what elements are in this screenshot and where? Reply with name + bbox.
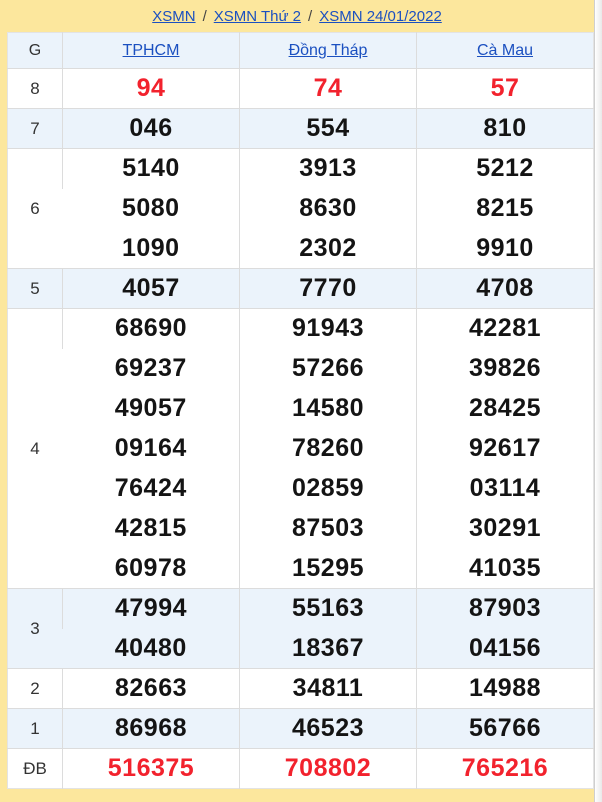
prize-row [8, 709, 594, 749]
result-number: 42815 [114, 514, 187, 542]
result-number: 34811 [240, 669, 417, 709]
result-number: 5080 [121, 194, 180, 222]
result-number: 810 [417, 109, 594, 149]
scrollbar-track[interactable] [594, 0, 602, 802]
result-number: 15295 [240, 549, 417, 589]
result-number: 87503 [240, 509, 417, 549]
result-number: 14580 [240, 389, 417, 429]
result-number: 03114 [417, 469, 594, 509]
result-number: 74 [240, 69, 417, 109]
prize-row [8, 629, 594, 669]
prize-row [8, 389, 594, 429]
result-number: 87903 [417, 589, 594, 629]
prize-row [8, 749, 594, 789]
result-number: 7770 [240, 269, 417, 309]
prize-row [8, 469, 594, 509]
result-number: 57266 [240, 349, 417, 389]
prize-row [8, 429, 594, 469]
prize-row [8, 589, 594, 629]
result-number: 2302 [240, 229, 417, 269]
prize-row [8, 109, 594, 149]
result-number: 56766 [417, 709, 594, 749]
result-number: 69237 [114, 354, 187, 382]
result-number: 92617 [417, 429, 594, 469]
result-number: 68690 [63, 309, 240, 349]
result-number: 76424 [114, 474, 187, 502]
result-number: 02859 [240, 469, 417, 509]
results-body [8, 69, 594, 789]
result-number: 1090 [121, 233, 180, 262]
province-link-tphcm[interactable]: TPHCM [122, 41, 180, 59]
result-number: 9910 [417, 229, 594, 269]
prize-label: ĐB [8, 749, 63, 789]
result-number: 28425 [417, 389, 594, 429]
result-number: 78260 [240, 429, 417, 469]
prize-label: 6 [8, 149, 63, 269]
breadcrumb-separator: / [202, 7, 207, 25]
result-number: 18367 [240, 629, 417, 669]
prize-row [8, 229, 594, 269]
result-number: 91943 [240, 309, 417, 349]
breadcrumb-link-xsmn-thu2[interactable]: XSMN Thứ 2 [213, 7, 302, 25]
result-number: 3913 [240, 149, 417, 189]
result-number: 46523 [240, 709, 417, 749]
prize-row [8, 349, 594, 389]
result-number: 8215 [417, 189, 594, 229]
result-number: 82663 [63, 669, 240, 709]
column-header-row [8, 33, 594, 69]
result-number: 5140 [63, 149, 240, 189]
result-number: 41035 [417, 549, 594, 589]
result-number: 516375 [63, 749, 240, 789]
result-number: 554 [240, 109, 417, 149]
breadcrumb-link-xsmn[interactable]: XSMN [152, 7, 196, 25]
result-number: 09164 [114, 434, 187, 462]
prize-row [8, 669, 594, 709]
result-number: 94 [63, 69, 240, 109]
breadcrumb [0, 0, 602, 32]
prize-row [8, 509, 594, 549]
province-link-dong-thap[interactable]: Đồng Tháp [288, 41, 368, 59]
result-number: 86968 [63, 709, 240, 749]
result-number: 40480 [63, 629, 240, 669]
prize-label: 2 [8, 669, 63, 709]
prize-label: 8 [8, 69, 63, 109]
result-number: 5212 [417, 149, 594, 189]
result-number: 04156 [417, 629, 594, 669]
result-number: 47994 [63, 589, 240, 629]
prize-label: 3 [8, 589, 63, 669]
province-link-ca-mau[interactable]: Cà Mau [476, 41, 534, 59]
prize-row [8, 309, 594, 349]
result-number: 046 [63, 109, 240, 149]
prize-row [8, 549, 594, 589]
prize-label: 1 [8, 709, 63, 749]
prize-row [8, 189, 594, 229]
breadcrumb-link-xsmn-date[interactable]: XSMN 24/01/2022 [319, 7, 442, 25]
prize-label: 5 [8, 269, 63, 309]
breadcrumb-separator: / [308, 7, 313, 25]
result-number: 57 [417, 69, 594, 109]
result-number: 708802 [240, 749, 417, 789]
result-number: 14988 [417, 669, 594, 709]
result-number: 8630 [240, 189, 417, 229]
result-number: 765216 [417, 749, 594, 789]
result-number: 42281 [417, 309, 594, 349]
result-number: 60978 [114, 553, 187, 582]
prize-column-header: G [8, 33, 63, 69]
prize-row [8, 149, 594, 189]
result-number: 55163 [240, 589, 417, 629]
result-number: 4708 [417, 269, 594, 309]
prize-label: 4 [8, 309, 63, 589]
lottery-results-table [7, 32, 594, 789]
result-number: 39826 [417, 349, 594, 389]
result-number: 4057 [63, 269, 240, 309]
prize-label: 7 [8, 109, 63, 149]
result-number: 30291 [417, 509, 594, 549]
prize-row [8, 269, 594, 309]
result-number: 49057 [114, 394, 187, 422]
prize-row [8, 69, 594, 109]
